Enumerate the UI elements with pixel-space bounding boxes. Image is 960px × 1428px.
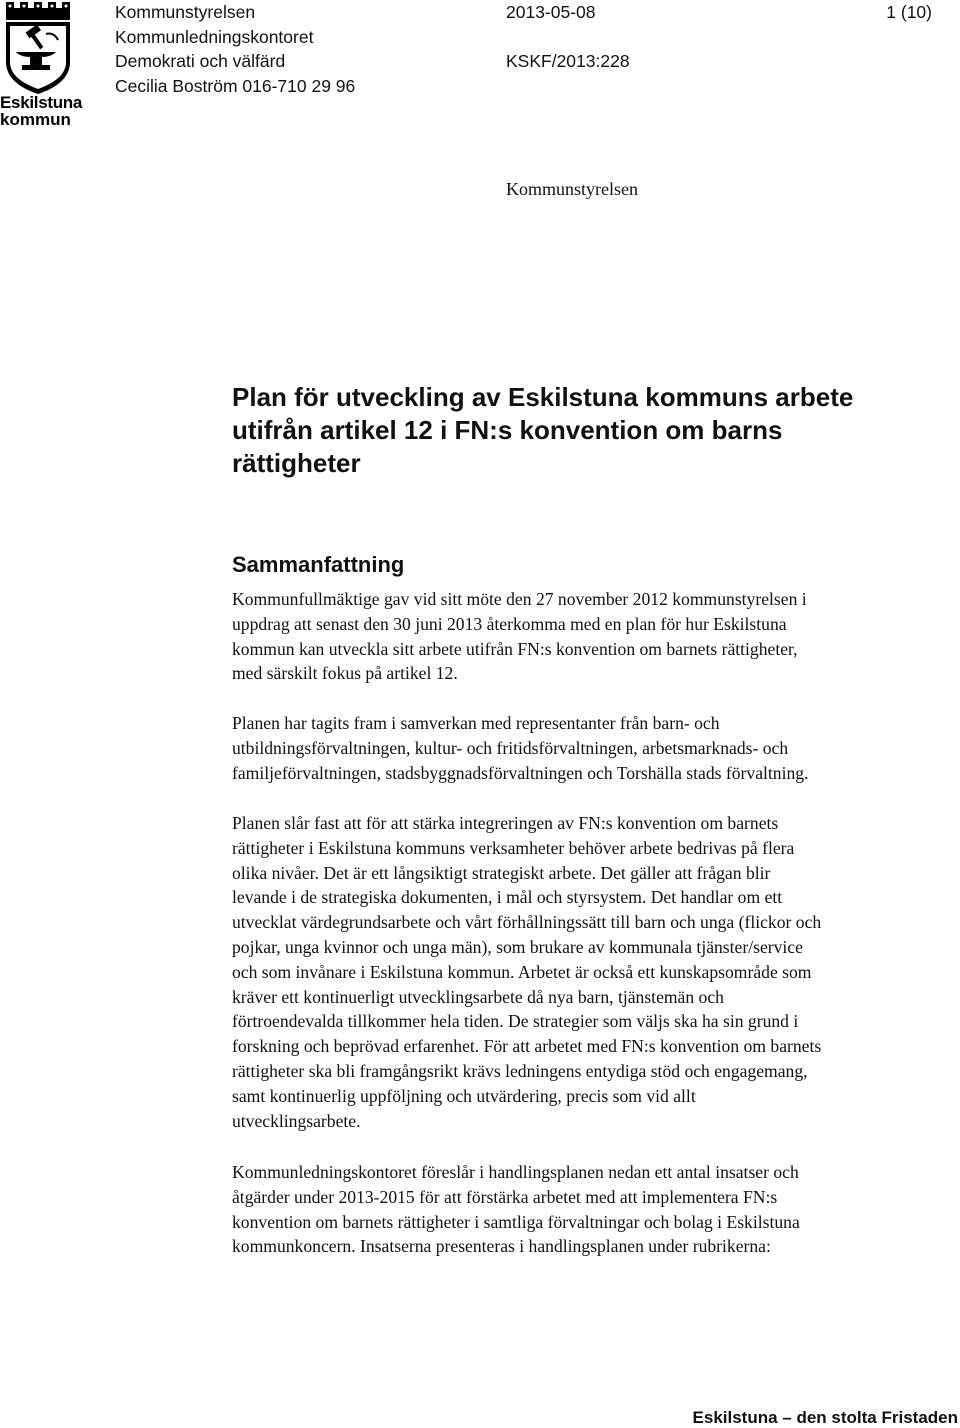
footer-slogan: Eskilstuna – den stolta Fristaden: [692, 1408, 958, 1427]
text-line: samt kontinuerlig uppföljning och utvärdering, precis som vid allt: [232, 1085, 696, 1106]
text-line: åtgärder under 2013-2015 för att förstärka arbetet med att implementera FN:s: [232, 1186, 778, 1207]
recipient: Kommunstyrelsen: [506, 179, 638, 199]
text-line: utvecklat värdegrundsarbete och vårt förhållningssätt till barn och unga (flickor och: [232, 912, 822, 933]
text-line: Planen har tagits fram i samverkan med representanter från barn- och: [232, 713, 720, 733]
header-org-line1: Kommunstyrelsen: [115, 2, 256, 22]
text-line: utbildningsförvaltningen, kultur- och fritidsförvaltningen, arbetsmarknads- och: [232, 737, 789, 758]
text-line: och som invånare i Eskilstuna kommun. Arbetet är också ett kunskapsområde som: [232, 961, 812, 982]
paragraph-4: [232, 1160, 960, 1259]
title-line: Plan för utveckling av Eskilstuna kommuns arbete: [232, 382, 854, 412]
text-line: kräver ett kontinuerligt utvecklingsarbete då nya barn, tjänstemän och: [232, 986, 724, 1007]
text-line: olika nivåer. Det är ett långsiktigt strategiskt arbete. Det gäller att frågan blir: [232, 862, 771, 883]
summary-heading: Sammanfattning: [232, 552, 405, 577]
text-line: forskning och beprövad erfarenhet. För att arbetet med FN:s konvention om barnets: [232, 1036, 822, 1057]
title-line: rättigheter: [232, 448, 361, 478]
eskilstuna-logo: [0, 0, 83, 129]
text-line: konvention om barnets rättigheter i samtliga förvaltningar och bolag i Eskilstuna: [232, 1211, 800, 1232]
paragraph-3: [232, 811, 960, 1133]
text-line: utvecklingsarbete.: [232, 1110, 361, 1131]
text-line: förtroendevalda tillkommer hela tiden. De strategier som väljs ska ha sin grund i: [232, 1011, 799, 1032]
text-line: familjeförvaltningen, stadsbyggnadsförvaltningen och Torshälla stads förvaltning.: [232, 762, 809, 783]
text-line: kommunkoncern. Insatserna presenteras i handlingsplanen under rubrikerna:: [232, 1236, 771, 1257]
document-title: [232, 381, 932, 480]
paragraph-1: [232, 587, 960, 686]
text-line: uppdrag att senast den 30 juni 2013 återkomma med en plan för hur Eskilstuna: [232, 613, 787, 634]
header-reference: KSKF/2013:228: [506, 51, 630, 71]
text-line: Kommunfullmäktige gav vid sitt möte den 27 november 2012 kommunstyrelsen i: [232, 589, 807, 609]
text-line: pojkar, unga kvinnor och unga män), som brukare av kommunala tjänster/service: [232, 936, 803, 957]
text-line: rättigheter ska bli framgångsrikt krävs ledningens entydiga stöd och engagemang,: [232, 1060, 808, 1081]
text-line: kommun kan utveckla sitt arbete utifrån FN:s konvention om barnets rättigheter,: [232, 638, 798, 659]
title-line: utifrån artikel 12 i FN:s konvention om barns: [232, 415, 783, 445]
text-line: Kommunledningskontoret föreslår i handlingsplanen nedan ett antal insatser och: [232, 1162, 799, 1182]
text-line: rättigheter i Eskilstuna kommuns verksamheter behöver arbete bedrivas på flera: [232, 837, 795, 858]
text-line: med särskilt fokus på artikel 12.: [232, 663, 458, 684]
text-line: Planen slår fast att för att stärka integreringen av FN:s konvention om barnets: [232, 813, 779, 833]
header-page-number: 1 (10): [886, 2, 932, 22]
logo-text-line2: kommun: [0, 110, 71, 129]
coat-of-arms-icon: [0, 0, 76, 96]
logo-text-line1: Eskilstuna: [0, 93, 83, 112]
header-contact: Cecilia Boström 016-710 29 96: [115, 75, 356, 96]
header-org-block: [115, 0, 355, 98]
text-line: levande i de strategiska dokumenten, i mål och styrsystem. Det handlar om ett: [232, 887, 783, 908]
paragraph-2: [232, 711, 960, 785]
header-date: 2013-05-08: [506, 2, 596, 22]
header-org-line3: Demokrati och välfärd: [115, 51, 286, 71]
header-org-line2: Kommunledningskontoret: [115, 26, 314, 47]
